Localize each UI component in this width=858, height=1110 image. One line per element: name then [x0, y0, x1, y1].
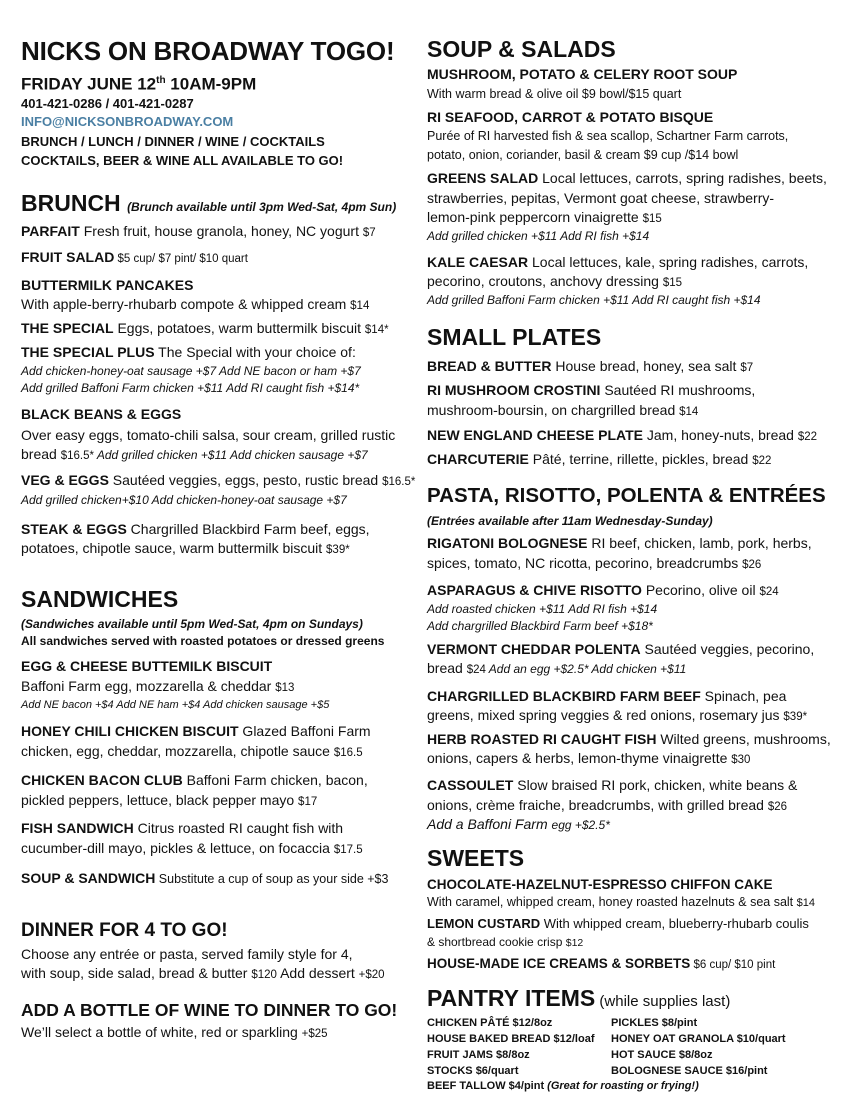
polenta-description: bread $24 Add an egg +$2.5* Add chicken +$11	[427, 660, 687, 676]
mushroom-soup-description: With warm bread & olive oil $9 bowl/$15 quart	[427, 87, 682, 101]
crostini-description: mushroom-boursin, on chargrilled bread $14	[427, 402, 699, 418]
special-plus-addons-2: Add grilled Baffoni Farm chicken +$11 Add RI caught fish +$14*	[21, 381, 360, 395]
page-title: NICKS ON BROADWAY TOGO!	[21, 36, 395, 66]
menu-item-steak-eggs: STEAK & EGGS Chargrilled Blackbird Farm beef, eggs,	[21, 521, 370, 537]
egg-cheese-addons: Add NE bacon +$4 Add NE ham +$4 Add chicken sausage +$5	[21, 699, 330, 711]
entrees-note: (Entrées available after 11am Wednesday-Sunday)	[427, 514, 713, 528]
herb-fish-description: onions, capers & herbs, lemon-thyme vinaigrette $30	[427, 750, 751, 766]
menu-item-lemon-custard: LEMON CUSTARD With whipped cream, blueberry-rhubarb coulis	[427, 916, 809, 931]
small-plates-heading: SMALL PLATES	[427, 324, 602, 350]
menu-item-parfait: PARFAIT Fresh fruit, house granola, honey, NC yogurt $7	[21, 223, 376, 239]
cassoulet-description: onions, crème fraiche, breadcrumbs, with grilled bread $26	[427, 797, 788, 813]
special-plus-addons-1: Add chicken-honey-oat sausage +$7 Add NE bacon or ham +$7	[21, 364, 361, 378]
pasta-heading: PASTA, RISOTTO, POLENTA & ENTRÉES	[427, 484, 826, 507]
sandwiches-sides-note: All sandwiches served with roasted potatoes or dressed greens	[21, 634, 385, 648]
brunch-heading: BRUNCH (Brunch available until 3pm Wed-Sat, 4pm Sun)	[21, 190, 397, 216]
soup-salads-heading: SOUP & SALADS	[427, 36, 616, 62]
list-item: HOT SAUCE $8/8oz	[611, 1049, 713, 1061]
list-item: CHICKEN PÂTÉ $12/8oz	[427, 1017, 553, 1029]
menu-item-special-plus: THE SPECIAL PLUS The Special with your choice of:	[21, 344, 356, 360]
menu-item-polenta: VERMONT CHEDDAR POLENTA Sautéed veggies, pecorino,	[427, 641, 815, 657]
menu-item-chicken-bacon-club: CHICKEN BACON CLUB Baffoni Farm chicken, bacon,	[21, 772, 368, 788]
list-item: PICKLES $8/pint	[611, 1017, 698, 1029]
lemon-description: & shortbread cookie crisp $12	[427, 935, 584, 949]
menu-item-mushroom-crostini: RI MUSHROOM CROSTINI Sautéed RI mushrooms,	[427, 382, 756, 398]
greens-description: strawberries, pepitas, Vermont goat cheese, strawberry-	[427, 190, 775, 206]
menu-item-special: THE SPECIAL Eggs, potatoes, warm buttermilk biscuit $14*	[21, 320, 389, 336]
club-description: pickled peppers, lettuce, black pepper mayo $17	[21, 792, 318, 808]
list-item: HONEY OAT GRANOLA $10/quart	[611, 1033, 786, 1045]
menu-item-fruit-salad: FRUIT SALAD $5 cup/ $7 pint/ $10 quart	[21, 249, 248, 265]
email-link[interactable]: INFO@NICKSONBROADWAY.COM	[21, 114, 234, 129]
kale-addons: Add grilled Baffoni Farm chicken +$11 Add RI caught fish +$14	[427, 293, 761, 307]
wine-heading: ADD A BOTTLE OF WINE TO DINNER TO GO!	[21, 1000, 398, 1020]
greens-description-2: lemon-pink peppercorn vinaigrette $15	[427, 209, 662, 225]
menu-item-egg-cheese-biscuit: EGG & CHEESE BUTTEMILK BISCUIT	[21, 658, 273, 674]
menu-item-veg-eggs: VEG & EGGS Sautéed veggies, eggs, pesto, rustic bread $16.5*	[21, 472, 416, 488]
dinner-description: Choose any entrée or pasta, served family style for 4,	[21, 946, 353, 962]
risotto-addons-2: Add chargrilled Blackbird Farm beef +$18*	[427, 619, 653, 633]
greens-addons: Add grilled chicken +$11 Add RI fish +$14	[427, 229, 650, 243]
list-item: BOLOGNESE SAUCE $16/pint	[611, 1065, 768, 1077]
pantry-heading: PANTRY ITEMS (while supplies last)	[427, 985, 731, 1011]
menu-item-herb-fish: HERB ROASTED RI CAUGHT FISH Wilted greens, mushrooms,	[427, 731, 831, 747]
menu-item-mushroom-soup: MUSHROOM, POTATO & CELERY ROOT SOUP	[427, 66, 738, 82]
list-item: HOUSE BAKED BREAD $12/loaf	[427, 1033, 595, 1045]
menu-item-honey-chili: HONEY CHILI CHICKEN BISCUIT Glazed Baffoni Farm	[21, 723, 371, 739]
menu-item-ice-cream: HOUSE-MADE ICE CREAMS & SORBETS $6 cup/ $10 pint	[427, 956, 776, 971]
date-line: FRIDAY JUNE 12th 10AM-9PM	[21, 74, 257, 94]
menu-item-cheese-plate: NEW ENGLAND CHEESE PLATE Jam, honey-nuts, bread $22	[427, 427, 818, 443]
black-beans-description: Over easy eggs, tomato-chili salsa, sour cream, grilled rustic	[21, 427, 396, 443]
menu-item-rigatoni: RIGATONI BOLOGNESE RI beef, chicken, lamb, pork, herbs,	[427, 535, 812, 551]
menu-item-risotto: ASPARAGUS & CHIVE RISOTTO Pecorino, olive oil $24	[427, 582, 779, 598]
rigatoni-description: spices, tomato, NC ricotta, pecorino, breadcrumbs $26	[427, 555, 762, 571]
menu-item-chiffon-cake: CHOCOLATE-HAZELNUT-ESPRESSO CHIFFON CAKE	[427, 877, 773, 892]
bisque-description: Purée of RI harvested fish & sea scallop, Schartner Farm carrots,	[427, 129, 789, 143]
pantry-tallow: BEEF TALLOW $4/pint (Great for roasting or frying!)	[427, 1080, 699, 1092]
menu-item-cassoulet: CASSOULET Slow braised RI pork, chicken, white beans &	[427, 777, 798, 793]
menu-item-bread-butter: BREAD & BUTTER House bread, honey, sea salt $7	[427, 358, 754, 374]
egg-cheese-description: Baffoni Farm egg, mozzarella & cheddar $13	[21, 678, 295, 694]
pantry-list-left	[427, 1015, 594, 1079]
pancakes-description: With apple-berry-rhubarb compote & whipped cream $14	[21, 296, 370, 312]
menu-item-kale-caesar: KALE CAESAR Local lettuces, kale, spring radishes, carrots,	[427, 254, 809, 270]
menu-item-charcuterie: CHARCUTERIE Pâté, terrine, rillette, pickles, bread $22	[427, 451, 772, 467]
steak-eggs-description: potatoes, chipotle sauce, warm buttermilk biscuit $39*	[21, 540, 350, 556]
services-line: BRUNCH / LUNCH / DINNER / WINE / COCKTAILS	[21, 134, 325, 149]
phone-numbers: 401-421-0286 / 401-421-0287	[21, 96, 194, 111]
menu-item-soup-sandwich: SOUP & SANDWICH Substitute a cup of soup as your side +$3	[21, 870, 389, 886]
menu-item-blackbird-beef: CHARGRILLED BLACKBIRD FARM BEEF Spinach, pea	[427, 688, 787, 704]
menu-item-fish-sandwich: FISH SANDWICH Citrus roasted RI caught fish with	[21, 820, 344, 836]
veg-eggs-addons: Add grilled chicken+$10 Add chicken-honey-oat sausage +$7	[21, 493, 347, 507]
fish-sandwich-description: cucumber-dill mayo, pickles & lettuce, on focaccia $17.5	[21, 840, 363, 856]
beef-description: greens, mixed spring veggies & red onions, rosemary jus $39*	[427, 707, 808, 723]
black-beans-description-2: bread $16.5* Add grilled chicken +$11 Add chicken sausage +$7	[21, 446, 368, 462]
list-item: FRUIT JAMS $8/8oz	[427, 1049, 530, 1061]
sandwiches-heading: SANDWICHES	[21, 586, 179, 612]
list-item: STOCKS $6/quart	[427, 1065, 519, 1077]
risotto-addons: Add roasted chicken +$11 Add RI fish +$14	[427, 602, 658, 616]
sandwiches-note: (Sandwiches available until 5pm Wed-Sat, 4pm on Sundays)	[21, 617, 363, 631]
wine-description: We’ll select a bottle of white, red or sparkling +$25	[21, 1024, 328, 1040]
menu-item-black-beans: BLACK BEANS & EGGS	[21, 406, 182, 422]
menu-item-pancakes: BUTTERMILK PANCAKES	[21, 277, 194, 293]
menu-item-seafood-bisque: RI SEAFOOD, CARROT & POTATO BISQUE	[427, 109, 714, 125]
menu-item-greens-salad: GREENS SALAD Local lettuces, carrots, spring radishes, beets,	[427, 170, 827, 186]
dinner-description-2: with soup, side salad, bread & butter $120 Add dessert +$20	[21, 965, 385, 981]
bisque-description-2: potato, onion, coriander, basil & cream $9 cup /$14 bowl	[427, 148, 739, 162]
pantry-list-right	[611, 1015, 786, 1079]
honey-chili-description: chicken, egg, cheddar, mozzarella, chipotle sauce $16.5	[21, 743, 363, 759]
togo-line: COCKTAILS, BEER & WINE ALL AVAILABLE TO GO!	[21, 153, 344, 168]
dinner-heading: DINNER FOR 4 TO GO!	[21, 920, 228, 941]
sweets-heading: SWEETS	[427, 845, 525, 871]
cassoulet-addon: Add a Baffoni Farm egg +$2.5*	[427, 816, 610, 832]
chiffon-description: With caramel, whipped cream, honey roasted hazelnuts & sea salt $14	[427, 895, 815, 909]
kale-description: pecorino, croutons, anchovy dressing $15	[427, 273, 682, 289]
